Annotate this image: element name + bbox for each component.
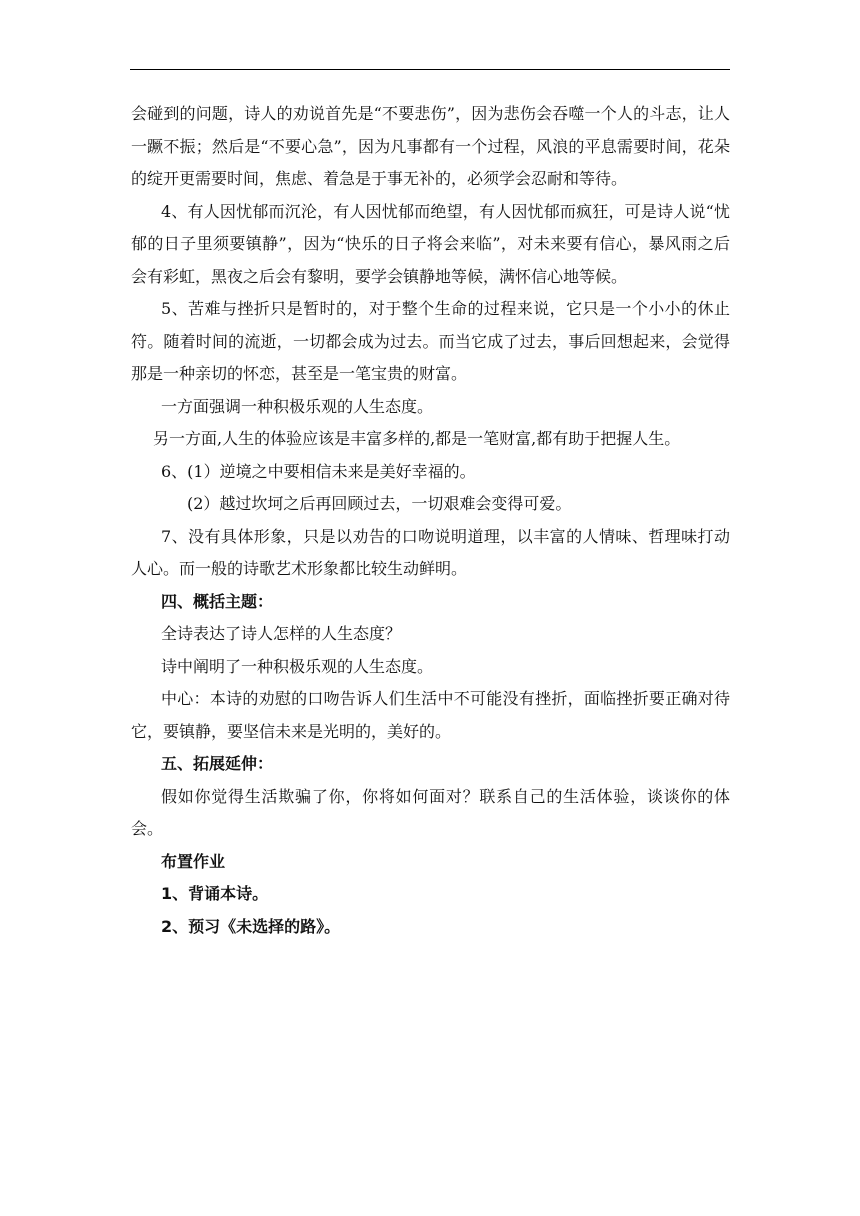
paragraph-item-7: 7、没有具体形象，只是以劝告的口吻说明道理，以丰富的人情味、哲理味打动人心。而一般的诗歌艺术形象都比较生动鲜明。: [131, 526, 730, 578]
section-heading-theme: 四、概括主题：: [161, 591, 274, 611]
document-body: [131, 98, 730, 943]
paragraph-item-6-2: (2）越过坎坷之后再回顾过去，一切艰难会变得可爱。: [187, 494, 572, 513]
paragraph-question: 全诗表达了诗人怎样的人生态度？: [161, 624, 402, 643]
paragraph-continuation: 会碰到的问题，诗人的劝说首先是“不要悲伤”，因为悲伤会吞噬一个人的斗志，让人一蹶不振；然后是“不要心急”，因为凡事都有一个过程，风浪的平息需要时间，花朵的绽开更需要时间，焦虑、着急是于事无补的，必须学会忍耐和等待。: [131, 104, 730, 188]
section-heading-extension: 五、拓展延伸：: [161, 754, 274, 773]
paragraph-item-4: 4、有人因忧郁而沉沦，有人因忧郁而绝望，有人因忧郁而疯狂，可是诗人说“忧郁的日子里须要镇静”，因为“快乐的日子将会来临”，对未来要有信心，暴风雨之后会有彩虹，黑夜之后会有黎明，要学会镇静地等候，满怀信心地等候。: [131, 201, 730, 286]
paragraph-extension-prompt: 假如你觉得生活欺骗了你，你将如何面对？联系自己的生活体验，谈谈你的体会。: [131, 786, 730, 838]
homework-heading: 布置作业: [161, 851, 226, 871]
paragraph-answer: 诗中阐明了一种积极乐观的人生态度。: [161, 656, 434, 676]
homework-item-2: 2、预习《未选择的路》。: [161, 916, 341, 936]
paragraph-center: 中心：本诗的劝慰的口吻告诉人们生活中不可能没有挫折，面临挫折要正确对待它，要镇静，要坚信未来是光明的，美好的。: [131, 689, 730, 741]
homework-item-1: 1、背诵本诗。: [161, 884, 269, 903]
paragraph-item-6-1: 6、(1）逆境之中要相信未来是美好幸福的。: [161, 461, 476, 481]
paragraph-one-aspect: 一方面强调一种积极乐观的人生态度。: [161, 396, 434, 416]
header-rule: [130, 69, 730, 70]
paragraph-other-aspect: 另一方面,人生的体验应该是丰富多样的,都是一笔财富,都有助于把握人生。: [153, 429, 681, 448]
paragraph-item-5: 5、苦难与挫折只是暂时的，对于整个生命的过程来说，它只是一个小小的休止符。随着时间的流逝，一切都会成为过去。而当它成了过去，事后回想起来，会觉得那是一种亲切的怀恋，甚至是一笔宝贵的财富。: [131, 299, 730, 383]
